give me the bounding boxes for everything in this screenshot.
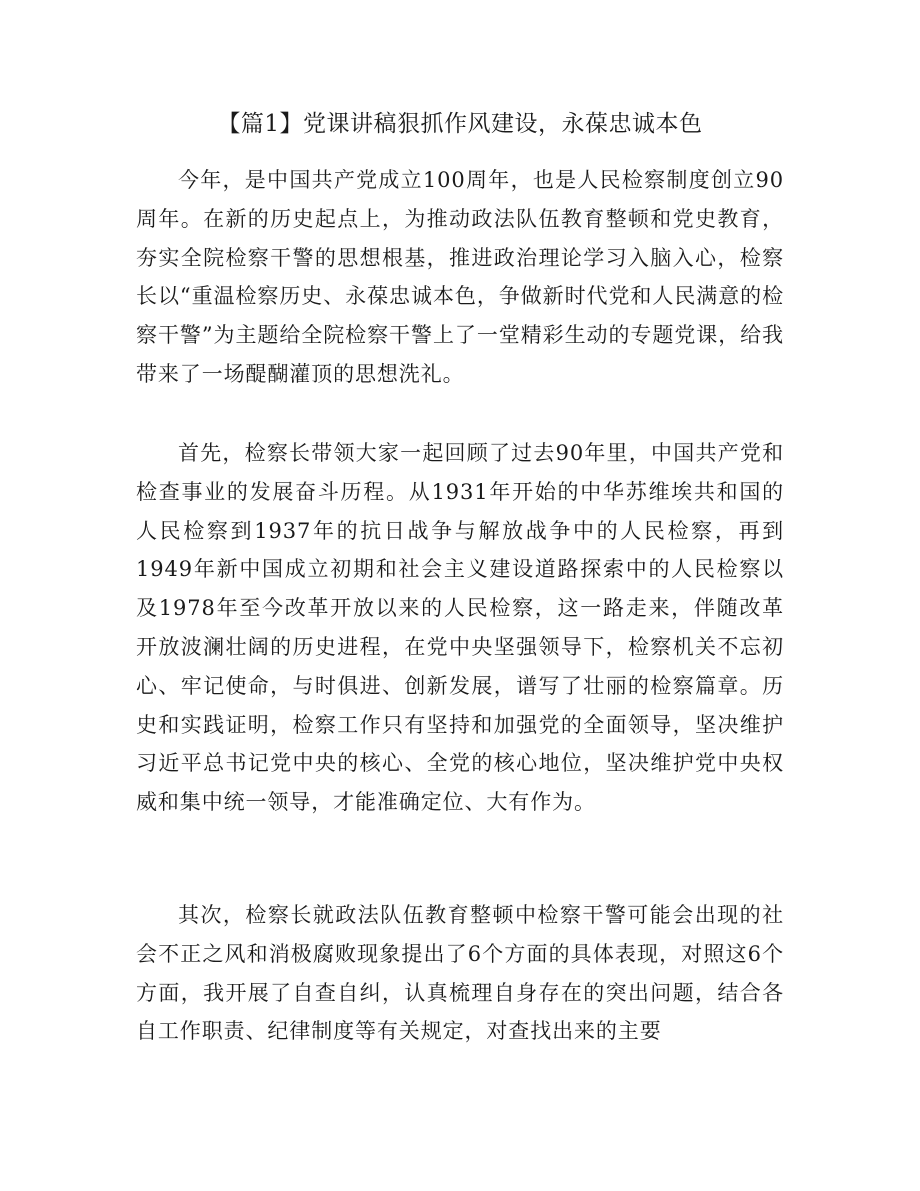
paragraph-1: 今年，是中国共产党成立100周年，也是人民检察制度创立90周年。在新的历史起点上，为推动政法队伍教育整顿和党史教育，夯实全院检察干警的思想根基，推进政治理论学习入脑入心，检察长以“重温检察历史、永葆忠诚本色，争做新时代党和人民满意的检察干警”为主题给全院检察干警上了一堂精彩生动的专题党课，给我带来了一场醍醐灌顶的思想洗礼。 bbox=[136, 168, 784, 386]
document-title: 【篇1】党课讲稿狠抓作风建设，永葆忠诚本色 bbox=[217, 111, 703, 137]
paragraph-2: 首先，检察长带领大家一起回顾了过去90年里，中国共产党和检查事业的发展奋斗历程。从1931年开始的中华苏维埃共和国的人民检察到1937年的抗日战争与解放战争中的人民检察，再到1949年新中国成立初期和社会主义建设道路探索中的人民检察以及1978年至今改革开放以来的人民检察，这一路走来，伴随改革开放波澜壮阔的历史进程，在党中央坚强领导下，检察机关不忘初心、牢记使命，与时俱进、创新发展，谱写了壮丽的检察篇章。历史和实践证明，检察工作只有坚持和加强党的全面领导，坚决维护习近平总书记党中央的核心、全党的核心地位，坚决维护党中央权威和集中统一领导，才能准确定位、大有作为。 bbox=[136, 441, 784, 815]
paragraph-3: 其次，检察长就政法队伍教育整顿中检察干警可能会出现的社会不正之风和消极腐败现象提出了6个方面的具体表现，对照这6个方面，我开展了自查自纠，认真梳理自身存在的突出问题，结合各自工作职责、纪律制度等有关规定，对查找出来的主要 bbox=[136, 903, 784, 1044]
